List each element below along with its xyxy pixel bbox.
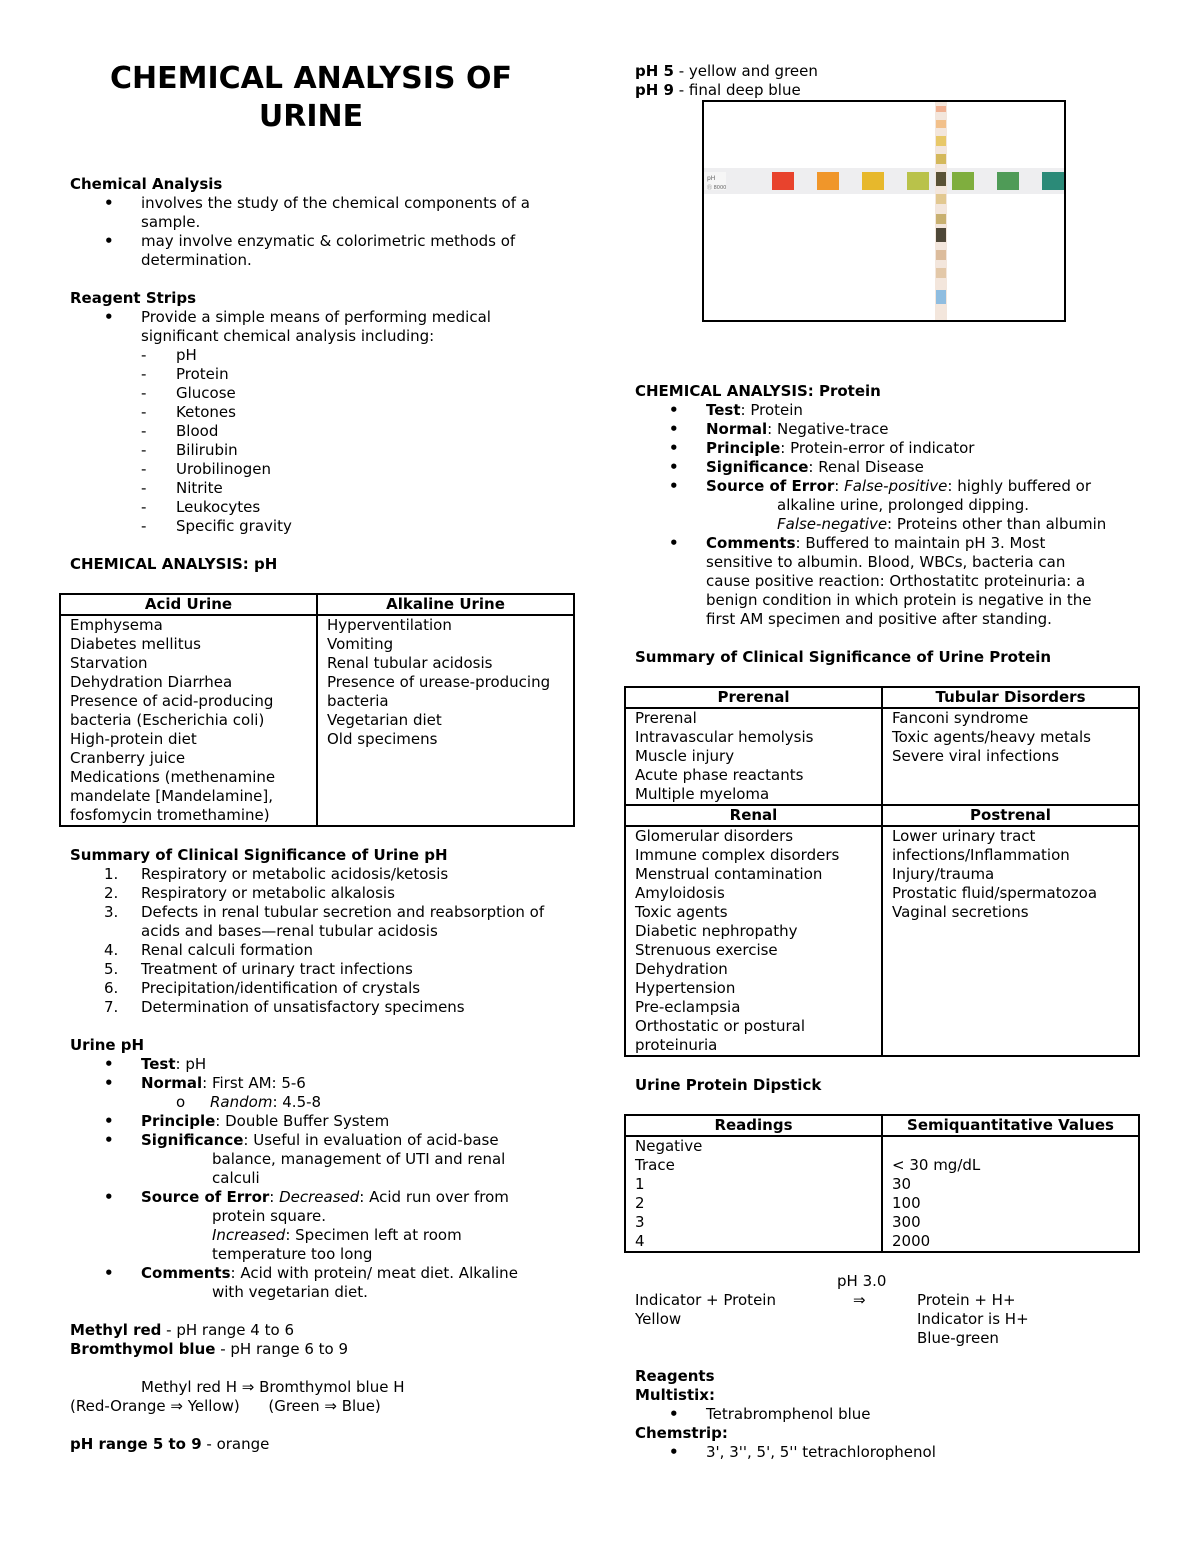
prerenal-cell: [625, 708, 882, 805]
table-cell-line: Vomiting: [327, 635, 394, 653]
color-pad: [997, 172, 1019, 190]
table-cell-line: Lower urinary tract: [892, 827, 1036, 845]
table-cell-line: bacteria (Escherichia coli): [70, 711, 265, 729]
table-header-alkaline: Alkaline Urine: [317, 594, 574, 615]
list-item: 5. Treatment of urinary tract infections: [104, 960, 413, 978]
table-header-renal: Renal: [625, 805, 882, 826]
table-header-acid: Acid Urine: [60, 594, 317, 615]
table-cell-line: < 30 mg/dL: [892, 1156, 981, 1174]
list-item: • Comments: Buffered to maintain pH 3. Most sensitive to albumin. Blood, WBCs, bacteria can cause positive reaction: Orthostatitc proteinuria: a benign condition in which protein is negative in the first AM specimen and positive after standing.: [635, 534, 1155, 629]
reaction-left-2: Yellow: [635, 1310, 682, 1328]
table-cell-line: Presence of acid-producing: [70, 692, 274, 710]
table-header-readings: Readings: [625, 1115, 882, 1136]
reaction-right-2: Indicator is H+: [917, 1310, 1029, 1328]
title-line-2: URINE: [258, 99, 364, 134]
list-item: • Test: pH: [70, 1055, 580, 1074]
table-cell-line: Fanconi syndrome: [892, 709, 1029, 727]
bromthymol-line: Bromthymol blue - pH range 6 to 9: [70, 1340, 349, 1358]
list-item: • Normal: First AM: 5-6: [70, 1074, 580, 1093]
list-item: - Bilirubin: [70, 441, 580, 460]
list-item: • involves the study of the chemical components of a sample.: [70, 194, 580, 232]
table-cell-line: Trace: [635, 1156, 675, 1174]
list-item: - Leukocytes: [70, 498, 580, 517]
table-cell-line: Presence of urease-producing: [327, 673, 551, 691]
table-cell-line: Hyperventilation: [327, 616, 452, 634]
reaction-left-1: Indicator + Protein: [635, 1291, 776, 1309]
reaction-ph: pH 3.0: [837, 1272, 887, 1290]
table-cell-line: bacteria: [327, 692, 389, 710]
list-item: 1. Respiratory or metabolic acidosis/ketosis: [104, 865, 449, 883]
list-item: • Tetrabromphenol blue: [635, 1405, 1155, 1424]
table-cell-line: Old specimens: [327, 730, 438, 748]
reaction-equation: [635, 1272, 1155, 1348]
chemical-analysis-list: [70, 194, 580, 270]
right-column: [635, 62, 1145, 100]
table-cell-line: Cranberry juice: [70, 749, 186, 767]
table-cell-line: Dehydration: [635, 960, 728, 978]
list-item: • Comments: Acid with protein/ meat diet. Alkaline with vegetarian diet.: [70, 1264, 580, 1302]
ph-summary-heading: Summary of Clinical Significance of Urine pH: [70, 846, 448, 864]
multistix-list: [635, 1405, 1155, 1424]
table-cell-line: Emphysema: [70, 616, 163, 634]
table-cell-line: proteinuria: [635, 1036, 718, 1054]
table-cell-line: Acute phase reactants: [635, 766, 804, 784]
table-cell-line: Strenuous exercise: [635, 941, 778, 959]
table-cell-line: Toxic agents/heavy metals: [892, 728, 1091, 746]
list-item: • Significance: Renal Disease: [635, 458, 1155, 477]
postrenal-cell: [882, 826, 1139, 1056]
table-header-tubular: Tubular Disorders: [882, 687, 1139, 708]
table-cell-line: Injury/trauma: [892, 865, 995, 883]
list-item: - Protein: [70, 365, 580, 384]
list-item: • Normal: Negative-trace: [635, 420, 1155, 439]
list-item: 2. Respiratory or metabolic alkalosis: [104, 884, 395, 902]
table-cell-line: infections/Inflammation: [892, 846, 1070, 864]
table-cell-line: Medications (methenamine: [70, 768, 276, 786]
equation-line-2: (Red-Orange ⇒ Yellow) (Green ⇒ Blue): [70, 1397, 381, 1415]
dipstick-heading: Urine Protein Dipstick: [635, 1076, 822, 1094]
list-item: • Provide a simple means of performing medical significant chemical analysis including:: [70, 308, 580, 346]
left-column: [70, 60, 580, 1454]
urine-ph-list: [70, 1055, 580, 1093]
reagent-strip-illustration: [704, 102, 1064, 320]
urine-ph-list-2: [70, 1112, 580, 1302]
protein-summary-heading: Summary of Clinical Significance of Urine Protein: [635, 648, 1052, 666]
acid-urine-cell: [60, 615, 317, 826]
ph9-line: pH 9 - final deep blue: [635, 81, 801, 99]
table-cell-line: Dehydration Diarrhea: [70, 673, 233, 691]
table-cell-line: Muscle injury: [635, 747, 735, 765]
list-item: 4. Renal calculi formation: [104, 941, 313, 959]
reagent-analytes-list: [70, 346, 580, 536]
list-item: • Principle: Double Buffer System: [70, 1112, 580, 1131]
table-cell-line: Pre-eclampsia: [635, 998, 741, 1016]
list-item: - Blood: [70, 422, 580, 441]
reagent-strips-heading: Reagent Strips: [70, 289, 197, 307]
table-cell-line: Vaginal secretions: [892, 903, 1029, 921]
reaction-arrow: ⇒: [853, 1291, 866, 1309]
values-cell: [882, 1136, 1139, 1252]
equation-line-1: Methyl red H ⇒ Bromthymol blue H: [141, 1378, 405, 1396]
table-cell-line: Renal tubular acidosis: [327, 654, 493, 672]
svg-text:pH: pH: [707, 175, 716, 182]
table-cell-line: Toxic agents: [635, 903, 728, 921]
renal-cell: [625, 826, 882, 1056]
chemstrip-label: Chemstrip:: [635, 1424, 728, 1442]
table-cell-line: 100: [892, 1194, 921, 1212]
ph-heading: CHEMICAL ANALYSIS: pH: [70, 555, 278, 573]
methyl-red-line: Methyl red - pH range 4 to 6: [70, 1321, 294, 1339]
table-header-postrenal: Postrenal: [882, 805, 1139, 826]
reagent-strips-list: [70, 308, 580, 346]
readings-cell: [625, 1136, 882, 1252]
table-cell-line: 1: [635, 1175, 645, 1193]
list-item: 3. Defects in renal tubular secretion and reabsorption of acids and bases—renal tubular acidosis: [104, 903, 545, 940]
table-cell-line: Severe viral infections: [892, 747, 1060, 765]
table-cell-line: Amyloidosis: [635, 884, 725, 902]
color-pad: [772, 172, 794, 190]
list-item: - Specific gravity: [70, 517, 580, 536]
table-cell-line: Diabetes mellitus: [70, 635, 201, 653]
tubular-cell: [882, 708, 1139, 805]
table-cell-line: mandelate [Mandelamine],: [70, 787, 274, 805]
table-cell-line: Glomerular disorders: [635, 827, 794, 845]
table-cell-line: Prerenal: [635, 709, 697, 727]
protein-section: [635, 382, 1155, 1462]
ph-summary-list: [70, 865, 580, 1017]
svg-text:Ⓡ 8000: Ⓡ 8000: [707, 185, 727, 191]
table-cell-line: 30: [892, 1175, 912, 1193]
list-item: - Ketones: [70, 403, 580, 422]
table-cell-line: Diabetic nephropathy: [635, 922, 798, 940]
ph-range-5-9-line: pH range 5 to 9 - orange: [70, 1435, 270, 1453]
table-cell-line: Intravascular hemolysis: [635, 728, 814, 746]
table-header-values: Semiquantitative Values: [882, 1115, 1139, 1136]
table-cell-line: 300: [892, 1213, 921, 1231]
table-cell-line: High-protein diet: [70, 730, 197, 748]
color-pad: [952, 172, 974, 190]
table-cell-line: Orthostatic or postural: [635, 1017, 806, 1035]
table-cell-line: [892, 1137, 1138, 1156]
protein-list: [635, 401, 1155, 629]
acid-alkaline-table: [59, 593, 575, 827]
table-cell-line: 2: [635, 1194, 645, 1212]
table-cell-line: Hypertension: [635, 979, 736, 997]
urine-ph-heading: Urine pH: [70, 1036, 145, 1054]
multistix-label: Multistix:: [635, 1386, 715, 1404]
reaction-right-3: Blue-green: [917, 1329, 999, 1347]
ph5-line: pH 5 - yellow and green: [635, 62, 818, 80]
table-header-prerenal: Prerenal: [625, 687, 882, 708]
title-line-1: CHEMICAL ANALYSIS OF: [110, 61, 512, 96]
list-item: - Urobilinogen: [70, 460, 580, 479]
table-cell-line: 2000: [892, 1232, 931, 1250]
random-item: o Random: 4.5-8: [70, 1093, 580, 1112]
list-item: • Test: Protein: [635, 401, 1155, 420]
color-pad: [817, 172, 839, 190]
list-item: • Principle: Protein-error of indicator: [635, 439, 1155, 458]
list-item: • 3', 3'', 5', 5'' tetrachlorophenol: [635, 1443, 1155, 1462]
chemical-analysis-heading: Chemical Analysis: [70, 175, 223, 193]
protein-significance-table: [624, 686, 1140, 1057]
list-item: - pH: [70, 346, 580, 365]
table-cell-line: Menstrual contamination: [635, 865, 823, 883]
reaction-right-1: Protein + H+: [917, 1291, 1016, 1309]
chemstrip-list: [635, 1443, 1155, 1462]
list-item: - Nitrite: [70, 479, 580, 498]
page-title: [65, 60, 557, 136]
list-item: 7. Determination of unsatisfactory specimens: [104, 998, 465, 1016]
list-item: 6. Precipitation/identification of crystals: [104, 979, 421, 997]
color-pad: [907, 172, 929, 190]
alkaline-urine-cell: [317, 615, 574, 826]
color-pad: [862, 172, 884, 190]
table-cell-line: Multiple myeloma: [635, 785, 770, 803]
protein-heading: CHEMICAL ANALYSIS: Protein: [635, 382, 881, 400]
table-cell-line: Prostatic fluid/spermatozoa: [892, 884, 1098, 902]
reagent-strip-image: [702, 100, 1066, 322]
table-cell-line: Vegetarian diet: [327, 711, 442, 729]
table-cell-line: 3: [635, 1213, 645, 1231]
list-item: - Glucose: [70, 384, 580, 403]
reagents-heading: Reagents: [635, 1367, 715, 1385]
list-item: • Source of Error: Decreased: Acid run over from protein square. Increased: Specimen left at room temperature too long: [70, 1188, 580, 1264]
table-cell-line: 4: [635, 1232, 645, 1250]
table-cell-line: fosfomycin tromethamine): [70, 806, 270, 824]
color-pad: [1042, 172, 1064, 190]
table-cell-line: Negative: [635, 1137, 703, 1155]
list-item: • may involve enzymatic & colorimetric methods of determination.: [70, 232, 580, 270]
list-item: • Source of Error: False-positive: highly buffered or alkaline urine, prolonged dipping. False-negative: Proteins other than albumin: [635, 477, 1155, 534]
list-item: • Significance: Useful in evaluation of acid-base balance, management of UTI and renal calculi: [70, 1131, 580, 1188]
dipstick-table: [624, 1114, 1140, 1253]
table-cell-line: Immune complex disorders: [635, 846, 840, 864]
table-cell-line: Starvation: [70, 654, 148, 672]
